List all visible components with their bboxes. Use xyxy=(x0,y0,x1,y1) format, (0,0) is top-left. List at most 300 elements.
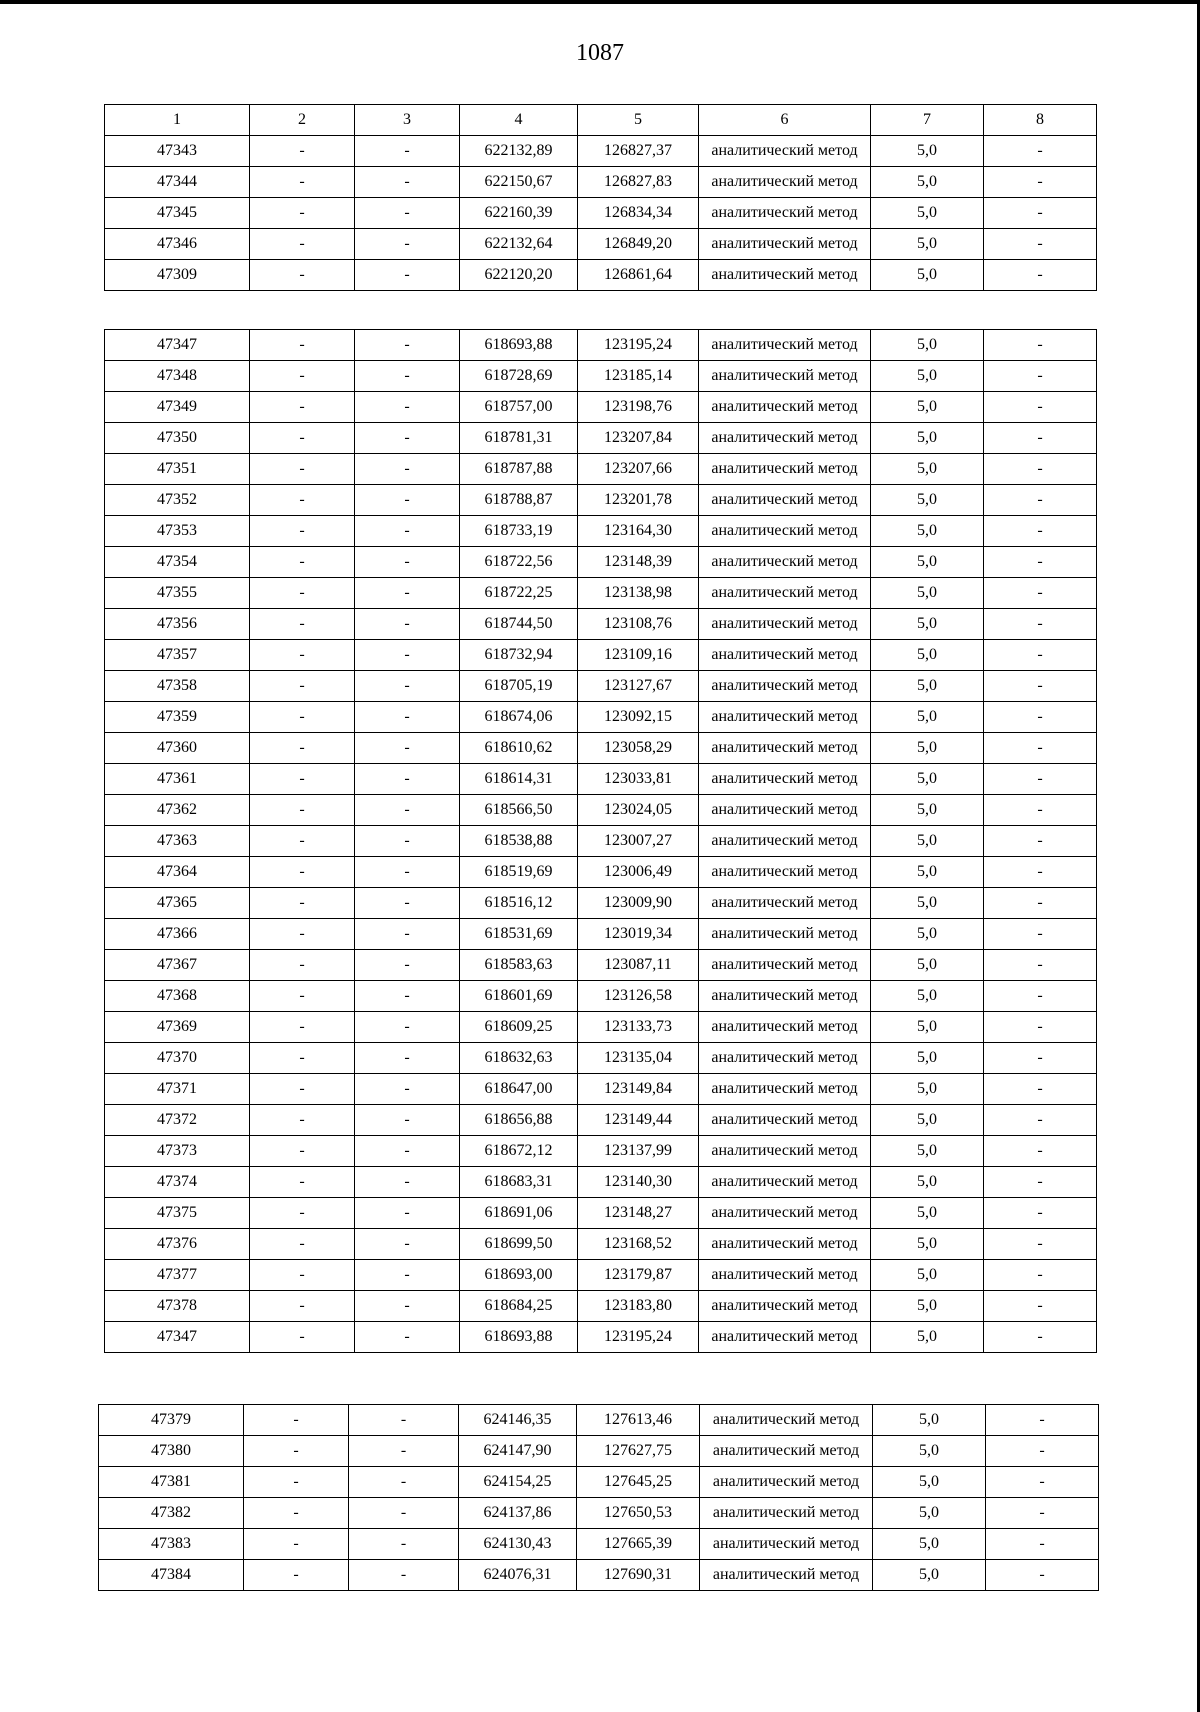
cell-coord-x: 618614,31 xyxy=(460,764,578,795)
cell-coord-y: 123138,98 xyxy=(578,578,699,609)
cell-coord-x: 618757,00 xyxy=(460,392,578,423)
cell-error: 5,0 xyxy=(871,826,984,857)
cell-col-3: - xyxy=(355,1136,460,1167)
cell-coord-x: 622120,20 xyxy=(460,260,578,291)
cell-method: аналитический метод xyxy=(699,919,871,950)
cell-coord-y: 123148,39 xyxy=(578,547,699,578)
cell-error: 5,0 xyxy=(871,330,984,361)
cell-point-number: 47384 xyxy=(99,1560,244,1591)
cell-method: аналитический метод xyxy=(699,260,871,291)
cell-col-8: - xyxy=(984,330,1097,361)
cell-method: аналитический метод xyxy=(699,1074,871,1105)
cell-point-number: 47360 xyxy=(105,733,250,764)
column-header-2: 2 xyxy=(250,105,355,136)
cell-col-3: - xyxy=(355,229,460,260)
cell-col-3: - xyxy=(355,516,460,547)
table-row xyxy=(105,1322,1097,1353)
cell-col-2: - xyxy=(250,454,355,485)
cell-col-3: - xyxy=(355,888,460,919)
cell-coord-x: 618601,69 xyxy=(460,981,578,1012)
cell-coord-x: 618693,88 xyxy=(460,1322,578,1353)
cell-coord-x: 618732,94 xyxy=(460,640,578,671)
cell-coord-x: 618733,19 xyxy=(460,516,578,547)
cell-point-number: 47374 xyxy=(105,1167,250,1198)
cell-col-3: - xyxy=(355,795,460,826)
table-body xyxy=(105,105,1097,291)
cell-col-8: - xyxy=(984,950,1097,981)
cell-col-2: - xyxy=(250,640,355,671)
cell-col-8: - xyxy=(984,516,1097,547)
cell-error: 5,0 xyxy=(871,1136,984,1167)
cell-coord-x: 624147,90 xyxy=(459,1436,577,1467)
column-header-7: 7 xyxy=(871,105,984,136)
column-header-1: 1 xyxy=(105,105,250,136)
coordinates-table-group-1 xyxy=(104,104,1097,291)
cell-coord-y: 127613,46 xyxy=(577,1405,700,1436)
cell-coord-y: 123009,90 xyxy=(578,888,699,919)
cell-col-3: - xyxy=(355,1074,460,1105)
cell-col-8: - xyxy=(984,1043,1097,1074)
cell-coord-x: 618699,50 xyxy=(460,1229,578,1260)
cell-error: 5,0 xyxy=(871,1167,984,1198)
cell-col-8: - xyxy=(984,1291,1097,1322)
table-row xyxy=(105,702,1097,733)
cell-coord-y: 123198,76 xyxy=(578,392,699,423)
cell-coord-x: 622150,67 xyxy=(460,167,578,198)
cell-method: аналитический метод xyxy=(699,702,871,733)
cell-method: аналитический метод xyxy=(699,640,871,671)
cell-coord-y: 123033,81 xyxy=(578,764,699,795)
cell-col-2: - xyxy=(244,1467,349,1498)
cell-coord-x: 624076,31 xyxy=(459,1560,577,1591)
cell-col-8: - xyxy=(984,640,1097,671)
column-header-4: 4 xyxy=(460,105,578,136)
cell-col-3: - xyxy=(355,1198,460,1229)
cell-col-2: - xyxy=(250,330,355,361)
cell-error: 5,0 xyxy=(871,198,984,229)
cell-method: аналитический метод xyxy=(699,950,871,981)
cell-col-3: - xyxy=(349,1405,459,1436)
cell-coord-x: 618705,19 xyxy=(460,671,578,702)
cell-coord-y: 123133,73 xyxy=(578,1012,699,1043)
cell-error: 5,0 xyxy=(871,167,984,198)
cell-col-8: - xyxy=(984,1229,1097,1260)
cell-col-8: - xyxy=(984,919,1097,950)
cell-point-number: 47365 xyxy=(105,888,250,919)
page-number: 1087 xyxy=(576,40,624,66)
cell-point-number: 47366 xyxy=(105,919,250,950)
cell-coord-x: 618519,69 xyxy=(460,857,578,888)
cell-error: 5,0 xyxy=(871,423,984,454)
cell-col-3: - xyxy=(355,857,460,888)
table-row xyxy=(105,733,1097,764)
cell-col-2: - xyxy=(244,1436,349,1467)
table-row xyxy=(105,826,1097,857)
cell-method: аналитический метод xyxy=(699,167,871,198)
cell-method: аналитический метод xyxy=(699,1291,871,1322)
table-row xyxy=(105,361,1097,392)
cell-coord-x: 618684,25 xyxy=(460,1291,578,1322)
table-row xyxy=(105,795,1097,826)
cell-col-2: - xyxy=(250,609,355,640)
cell-col-2: - xyxy=(250,485,355,516)
cell-coord-y: 123148,27 xyxy=(578,1198,699,1229)
cell-point-number: 47356 xyxy=(105,609,250,640)
cell-error: 5,0 xyxy=(871,260,984,291)
cell-col-8: - xyxy=(984,578,1097,609)
cell-col-8: - xyxy=(984,1260,1097,1291)
cell-coord-x: 618728,69 xyxy=(460,361,578,392)
cell-method: аналитический метод xyxy=(699,1322,871,1353)
cell-method: аналитический метод xyxy=(699,1105,871,1136)
cell-col-2: - xyxy=(250,1291,355,1322)
table-row xyxy=(105,198,1097,229)
cell-point-number: 47362 xyxy=(105,795,250,826)
cell-coord-y: 123006,49 xyxy=(578,857,699,888)
cell-error: 5,0 xyxy=(871,1074,984,1105)
cell-error: 5,0 xyxy=(871,516,984,547)
cell-coord-y: 123127,67 xyxy=(578,671,699,702)
cell-error: 5,0 xyxy=(871,950,984,981)
table-row xyxy=(99,1529,1099,1560)
cell-method: аналитический метод xyxy=(700,1529,873,1560)
cell-col-3: - xyxy=(349,1498,459,1529)
cell-point-number: 47351 xyxy=(105,454,250,485)
table-row xyxy=(105,857,1097,888)
cell-col-8: - xyxy=(984,167,1097,198)
cell-error: 5,0 xyxy=(871,361,984,392)
cell-coord-y: 123058,29 xyxy=(578,733,699,764)
cell-point-number: 47349 xyxy=(105,392,250,423)
cell-coord-x: 618787,88 xyxy=(460,454,578,485)
cell-error: 5,0 xyxy=(871,1322,984,1353)
cell-method: аналитический метод xyxy=(699,888,871,919)
cell-col-8: - xyxy=(984,888,1097,919)
cell-col-3: - xyxy=(355,547,460,578)
cell-point-number: 47369 xyxy=(105,1012,250,1043)
cell-col-3: - xyxy=(355,1260,460,1291)
cell-coord-x: 618566,50 xyxy=(460,795,578,826)
cell-col-3: - xyxy=(355,733,460,764)
cell-coord-x: 618683,31 xyxy=(460,1167,578,1198)
cell-coord-x: 618693,88 xyxy=(460,330,578,361)
table-row xyxy=(105,1229,1097,1260)
cell-col-8: - xyxy=(984,361,1097,392)
cell-col-2: - xyxy=(250,1167,355,1198)
cell-method: аналитический метод xyxy=(699,981,871,1012)
coordinates-table-group-3 xyxy=(98,1404,1099,1591)
table-row xyxy=(99,1560,1099,1591)
cell-col-8: - xyxy=(984,733,1097,764)
cell-col-2: - xyxy=(250,764,355,795)
cell-error: 5,0 xyxy=(871,1291,984,1322)
cell-coord-x: 622132,89 xyxy=(460,136,578,167)
cell-col-3: - xyxy=(355,1105,460,1136)
cell-col-3: - xyxy=(355,260,460,291)
cell-coord-x: 618674,06 xyxy=(460,702,578,733)
cell-col-3: - xyxy=(355,1012,460,1043)
cell-col-2: - xyxy=(250,229,355,260)
cell-coord-y: 127645,25 xyxy=(577,1467,700,1498)
cell-coord-x: 622132,64 xyxy=(460,229,578,260)
cell-point-number: 47377 xyxy=(105,1260,250,1291)
cell-col-3: - xyxy=(355,826,460,857)
cell-col-2: - xyxy=(250,826,355,857)
cell-point-number: 47378 xyxy=(105,1291,250,1322)
cell-col-3: - xyxy=(355,919,460,950)
cell-point-number: 47382 xyxy=(99,1498,244,1529)
cell-error: 5,0 xyxy=(871,485,984,516)
cell-point-number: 47368 xyxy=(105,981,250,1012)
cell-point-number: 47380 xyxy=(99,1436,244,1467)
cell-point-number: 47367 xyxy=(105,950,250,981)
cell-point-number: 47354 xyxy=(105,547,250,578)
cell-col-8: - xyxy=(986,1405,1099,1436)
cell-col-3: - xyxy=(355,702,460,733)
cell-col-8: - xyxy=(984,454,1097,485)
cell-col-2: - xyxy=(250,981,355,1012)
cell-method: аналитический метод xyxy=(700,1467,873,1498)
coordinates-table-group-2 xyxy=(104,329,1097,1353)
cell-error: 5,0 xyxy=(871,733,984,764)
cell-coord-x: 618722,56 xyxy=(460,547,578,578)
cell-col-2: - xyxy=(250,857,355,888)
cell-error: 5,0 xyxy=(873,1405,986,1436)
cell-coord-y: 123195,24 xyxy=(578,330,699,361)
table-row xyxy=(105,229,1097,260)
cell-point-number: 47347 xyxy=(105,1322,250,1353)
cell-col-8: - xyxy=(984,392,1097,423)
cell-coord-x: 618788,87 xyxy=(460,485,578,516)
cell-point-number: 47355 xyxy=(105,578,250,609)
table-row xyxy=(105,640,1097,671)
cell-coord-x: 618691,06 xyxy=(460,1198,578,1229)
cell-coord-x: 618609,25 xyxy=(460,1012,578,1043)
cell-point-number: 47375 xyxy=(105,1198,250,1229)
cell-coord-y: 123126,58 xyxy=(578,981,699,1012)
cell-point-number: 47372 xyxy=(105,1105,250,1136)
cell-point-number: 47343 xyxy=(105,136,250,167)
cell-col-2: - xyxy=(250,1105,355,1136)
table-row xyxy=(105,609,1097,640)
cell-method: аналитический метод xyxy=(699,454,871,485)
cell-coord-y: 123168,52 xyxy=(578,1229,699,1260)
cell-coord-x: 618656,88 xyxy=(460,1105,578,1136)
cell-coord-x: 618632,63 xyxy=(460,1043,578,1074)
cell-error: 5,0 xyxy=(873,1498,986,1529)
cell-coord-y: 127650,53 xyxy=(577,1498,700,1529)
cell-coord-x: 618693,00 xyxy=(460,1260,578,1291)
cell-point-number: 47361 xyxy=(105,764,250,795)
cell-method: аналитический метод xyxy=(699,1260,871,1291)
cell-error: 5,0 xyxy=(871,1105,984,1136)
cell-col-3: - xyxy=(349,1529,459,1560)
cell-coord-x: 622160,39 xyxy=(460,198,578,229)
table-row xyxy=(105,919,1097,950)
cell-method: аналитический метод xyxy=(699,361,871,392)
table-row xyxy=(99,1498,1099,1529)
cell-error: 5,0 xyxy=(871,229,984,260)
table-row xyxy=(105,764,1097,795)
cell-coord-y: 123087,11 xyxy=(578,950,699,981)
cell-col-3: - xyxy=(355,578,460,609)
cell-method: аналитический метод xyxy=(699,1012,871,1043)
cell-coord-y: 123185,14 xyxy=(578,361,699,392)
cell-point-number: 47358 xyxy=(105,671,250,702)
cell-error: 5,0 xyxy=(871,1043,984,1074)
cell-method: аналитический метод xyxy=(699,578,871,609)
cell-coord-x: 618583,63 xyxy=(460,950,578,981)
cell-col-2: - xyxy=(250,198,355,229)
cell-error: 5,0 xyxy=(871,547,984,578)
cell-method: аналитический метод xyxy=(699,609,871,640)
cell-error: 5,0 xyxy=(871,1260,984,1291)
cell-col-2: - xyxy=(250,547,355,578)
cell-col-2: - xyxy=(250,578,355,609)
cell-point-number: 47348 xyxy=(105,361,250,392)
cell-coord-x: 624130,43 xyxy=(459,1529,577,1560)
cell-method: аналитический метод xyxy=(700,1498,873,1529)
cell-col-8: - xyxy=(984,671,1097,702)
table-row xyxy=(105,1043,1097,1074)
cell-col-2: - xyxy=(250,167,355,198)
cell-coord-y: 127665,39 xyxy=(577,1529,700,1560)
cell-method: аналитический метод xyxy=(699,671,871,702)
column-header-8: 8 xyxy=(984,105,1097,136)
cell-coord-y: 126834,34 xyxy=(578,198,699,229)
cell-col-2: - xyxy=(250,1043,355,1074)
page-top-border xyxy=(0,0,1200,4)
cell-method: аналитический метод xyxy=(700,1436,873,1467)
cell-error: 5,0 xyxy=(871,671,984,702)
table-row xyxy=(99,1405,1099,1436)
cell-col-3: - xyxy=(355,330,460,361)
cell-method: аналитический метод xyxy=(699,330,871,361)
table-row xyxy=(105,1198,1097,1229)
cell-col-3: - xyxy=(355,1322,460,1353)
cell-col-8: - xyxy=(984,1136,1097,1167)
cell-col-2: - xyxy=(244,1405,349,1436)
cell-point-number: 47309 xyxy=(105,260,250,291)
cell-error: 5,0 xyxy=(871,795,984,826)
cell-col-2: - xyxy=(250,516,355,547)
table-header-row xyxy=(105,105,1097,136)
cell-point-number: 47371 xyxy=(105,1074,250,1105)
cell-coord-x: 618610,62 xyxy=(460,733,578,764)
cell-col-2: - xyxy=(250,361,355,392)
table-row xyxy=(105,671,1097,702)
cell-coord-y: 126827,83 xyxy=(578,167,699,198)
cell-method: аналитический метод xyxy=(699,136,871,167)
table-row xyxy=(105,516,1097,547)
cell-col-8: - xyxy=(984,1322,1097,1353)
table-body xyxy=(99,1405,1099,1591)
cell-method: аналитический метод xyxy=(699,826,871,857)
cell-error: 5,0 xyxy=(873,1560,986,1591)
cell-col-3: - xyxy=(349,1560,459,1591)
cell-error: 5,0 xyxy=(871,578,984,609)
cell-method: аналитический метод xyxy=(699,1198,871,1229)
cell-method: аналитический метод xyxy=(699,1043,871,1074)
cell-error: 5,0 xyxy=(871,857,984,888)
cell-error: 5,0 xyxy=(871,1012,984,1043)
cell-col-3: - xyxy=(355,361,460,392)
cell-coord-y: 123207,84 xyxy=(578,423,699,454)
cell-point-number: 47353 xyxy=(105,516,250,547)
cell-col-2: - xyxy=(250,392,355,423)
table-body xyxy=(105,330,1097,1353)
cell-coord-y: 123183,80 xyxy=(578,1291,699,1322)
cell-error: 5,0 xyxy=(871,609,984,640)
cell-point-number: 47363 xyxy=(105,826,250,857)
cell-col-3: - xyxy=(355,981,460,1012)
table-row xyxy=(105,1291,1097,1322)
cell-coord-x: 618531,69 xyxy=(460,919,578,950)
table-row xyxy=(105,981,1097,1012)
table-row xyxy=(105,888,1097,919)
cell-col-3: - xyxy=(349,1436,459,1467)
cell-col-3: - xyxy=(355,136,460,167)
cell-point-number: 47359 xyxy=(105,702,250,733)
table-row xyxy=(105,167,1097,198)
table-row xyxy=(105,330,1097,361)
cell-coord-y: 123109,16 xyxy=(578,640,699,671)
cell-col-2: - xyxy=(250,1136,355,1167)
cell-col-2: - xyxy=(250,919,355,950)
cell-col-2: - xyxy=(250,1229,355,1260)
cell-coord-y: 123019,34 xyxy=(578,919,699,950)
cell-coord-y: 123007,27 xyxy=(578,826,699,857)
cell-col-8: - xyxy=(986,1467,1099,1498)
cell-coord-y: 123201,78 xyxy=(578,485,699,516)
cell-col-3: - xyxy=(355,609,460,640)
cell-col-8: - xyxy=(984,1105,1097,1136)
cell-col-8: - xyxy=(984,826,1097,857)
cell-point-number: 47347 xyxy=(105,330,250,361)
table-row xyxy=(105,454,1097,485)
cell-point-number: 47379 xyxy=(99,1405,244,1436)
cell-col-2: - xyxy=(244,1498,349,1529)
cell-method: аналитический метод xyxy=(699,764,871,795)
cell-coord-x: 618744,50 xyxy=(460,609,578,640)
cell-coord-y: 123164,30 xyxy=(578,516,699,547)
table-row xyxy=(99,1467,1099,1498)
cell-col-3: - xyxy=(355,392,460,423)
cell-col-3: - xyxy=(355,454,460,485)
cell-point-number: 47383 xyxy=(99,1529,244,1560)
cell-method: аналитический метод xyxy=(699,485,871,516)
column-header-5: 5 xyxy=(578,105,699,136)
table-row xyxy=(105,136,1097,167)
cell-col-3: - xyxy=(355,1229,460,1260)
cell-method: аналитический метод xyxy=(699,733,871,764)
cell-col-2: - xyxy=(244,1529,349,1560)
cell-coord-y: 126827,37 xyxy=(578,136,699,167)
cell-col-8: - xyxy=(986,1498,1099,1529)
table-row xyxy=(105,1167,1097,1198)
cell-point-number: 47373 xyxy=(105,1136,250,1167)
cell-point-number: 47370 xyxy=(105,1043,250,1074)
cell-coord-x: 618516,12 xyxy=(460,888,578,919)
cell-coord-y: 123137,99 xyxy=(578,1136,699,1167)
cell-method: аналитический метод xyxy=(699,795,871,826)
cell-col-8: - xyxy=(984,609,1097,640)
table-row xyxy=(105,1260,1097,1291)
cell-point-number: 47381 xyxy=(99,1467,244,1498)
cell-col-2: - xyxy=(250,888,355,919)
cell-col-2: - xyxy=(250,1198,355,1229)
cell-col-2: - xyxy=(250,136,355,167)
